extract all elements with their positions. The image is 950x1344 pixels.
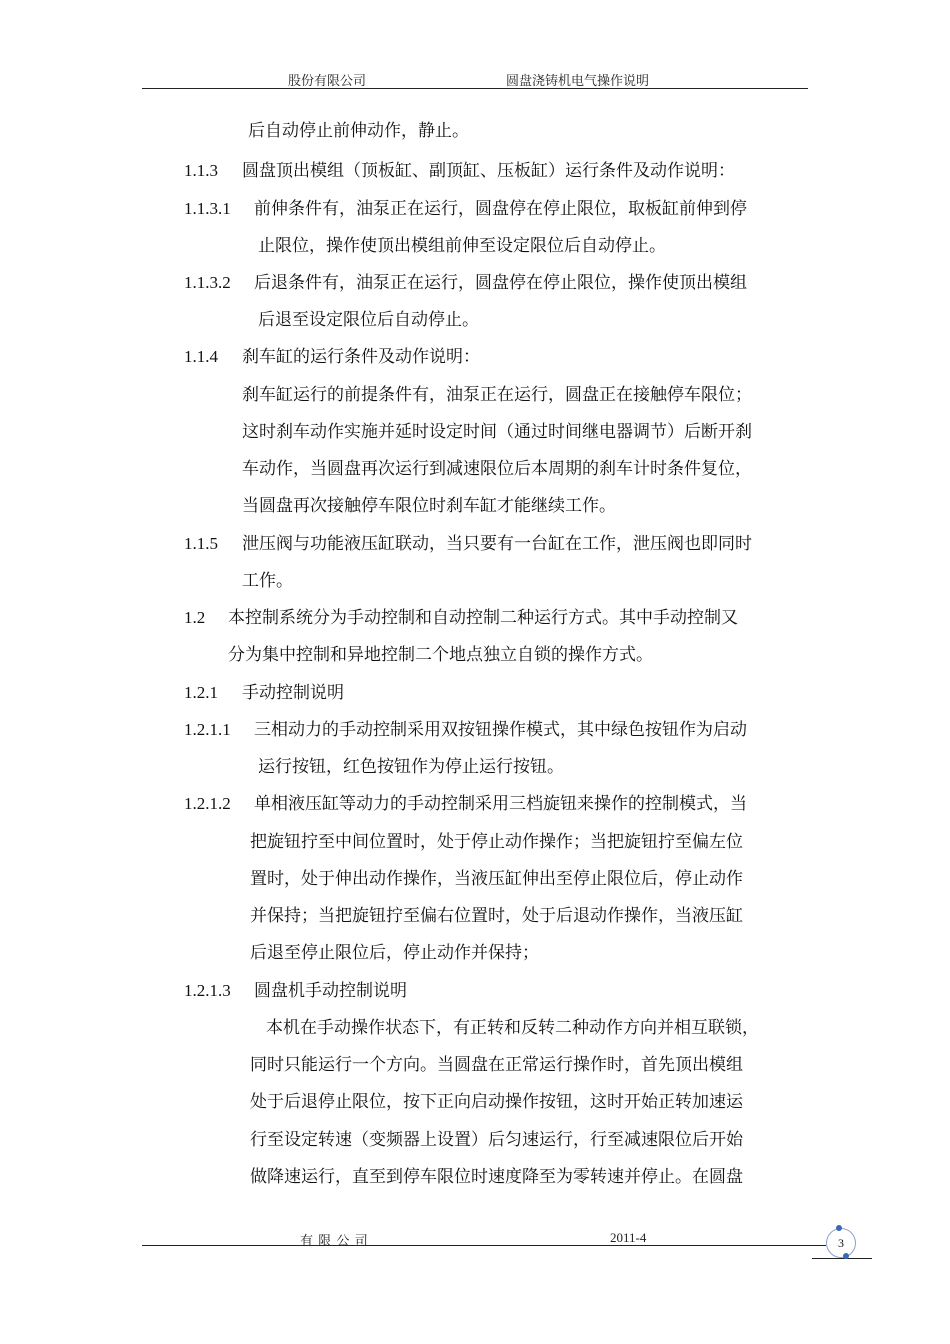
body-line: 运行按钮，红色按钮作为停止运行按钮。 bbox=[258, 757, 564, 777]
body-line: 后退至停止限位后，停止动作并保持； bbox=[250, 943, 539, 963]
subsection-item: 1.2.1.2 单相液压缸等动力的手动控制采用三档旋钮来操作的控制模式，当 bbox=[184, 794, 747, 814]
body-line: 车动作，当圆盘再次运行到减速限位后本周期的刹车计时条件复位， bbox=[242, 459, 752, 479]
body-line: 本机在手动操作状态下，有正转和反转二种动作方向并相互联锁， bbox=[266, 1018, 759, 1038]
badge-dot-bottom bbox=[843, 1253, 849, 1259]
body-line: 做降速运行，直至到停车限位时速度降至为零转速并停止。在圆盘 bbox=[250, 1167, 743, 1187]
body-line: 止限位，操作使顶出模组前伸至设定限位后自动停止。 bbox=[258, 236, 666, 256]
footer-company: 有 限 公 司 bbox=[300, 1233, 369, 1248]
body-line: 分为集中控制和异地控制二个地点独立自锁的操作方式。 bbox=[228, 645, 653, 665]
subsection-item: 1.1.3.1 前伸条件有，油泵正在运行，圆盘停在停止限位，取板缸前伸到停 bbox=[184, 199, 747, 219]
body-line: 处于后退停止限位，按下正向启动操作按钮，这时开始正转加速运 bbox=[250, 1092, 743, 1112]
section-heading: 1.1.4 刹车缸的运行条件及动作说明： bbox=[184, 347, 480, 367]
badge-dot-top bbox=[836, 1225, 842, 1231]
section-heading: 1.2 本控制系统分为手动控制和自动控制二种运行方式。其中手动控制又 bbox=[184, 608, 738, 628]
page-number: 3 bbox=[838, 1235, 844, 1250]
subsection-item: 1.2.1.3 圆盘机手动控制说明 bbox=[184, 981, 407, 1001]
body-line: 把旋钮拧至中间位置时，处于停止动作操作；当把旋钮拧至偏左位 bbox=[250, 832, 743, 852]
body-line: 行至设定转速（变频器上设置）后匀速运行，行至减速限位后开始 bbox=[250, 1130, 743, 1150]
body-line: 并保持；当把旋钮拧至偏右位置时，处于后退动作操作，当液压缸 bbox=[250, 906, 743, 926]
section-heading: 1.2.1 手动控制说明 bbox=[184, 683, 344, 703]
body-line: 当圆盘再次接触停车限位时刹车缸才能继续工作。 bbox=[242, 496, 616, 516]
footer-rule-right bbox=[812, 1258, 872, 1259]
page-number-badge bbox=[826, 1228, 856, 1258]
header-doc-title: 圆盘浇铸机电气操作说明 bbox=[506, 73, 650, 88]
footer-date: 2011-4 bbox=[610, 1230, 647, 1245]
body-line: 工作。 bbox=[242, 571, 293, 591]
subsection-item: 1.2.1.1 三相动力的手动控制采用双按钮操作模式，其中绿色按钮作为启动 bbox=[184, 720, 747, 740]
body-line: 后退至设定限位后自动停止。 bbox=[258, 310, 479, 330]
header-company: 股份有限公司 bbox=[288, 73, 367, 88]
section-heading: 1.1.5 泄压阀与功能液压缸联动，当只要有一台缸在工作，泄压阀也即同时 bbox=[184, 534, 752, 554]
subsection-item: 1.1.3.2 后退条件有，油泵正在运行，圆盘停在停止限位，操作使顶出模组 bbox=[184, 273, 747, 293]
header-rule bbox=[142, 88, 808, 89]
body-line: 这时刹车动作实施并延时设定时间（通过时间继电器调节）后断开刹 bbox=[242, 422, 752, 442]
body-line: 后自动停止前伸动作，静止。 bbox=[248, 121, 469, 141]
body-line: 同时只能运行一个方向。当圆盘在正常运行操作时，首先顶出模组 bbox=[250, 1055, 743, 1075]
footer-rule bbox=[142, 1245, 826, 1246]
body-line: 刹车缸运行的前提条件有，油泵正在运行，圆盘正在接触停车限位； bbox=[242, 385, 752, 405]
section-heading: 1.1.3 圆盘顶出模组（顶板缸、副顶缸、压板缸）运行条件及动作说明： bbox=[184, 161, 735, 181]
body-line: 置时，处于伸出动作操作，当液压缸伸出至停止限位后，停止动作 bbox=[250, 869, 743, 889]
